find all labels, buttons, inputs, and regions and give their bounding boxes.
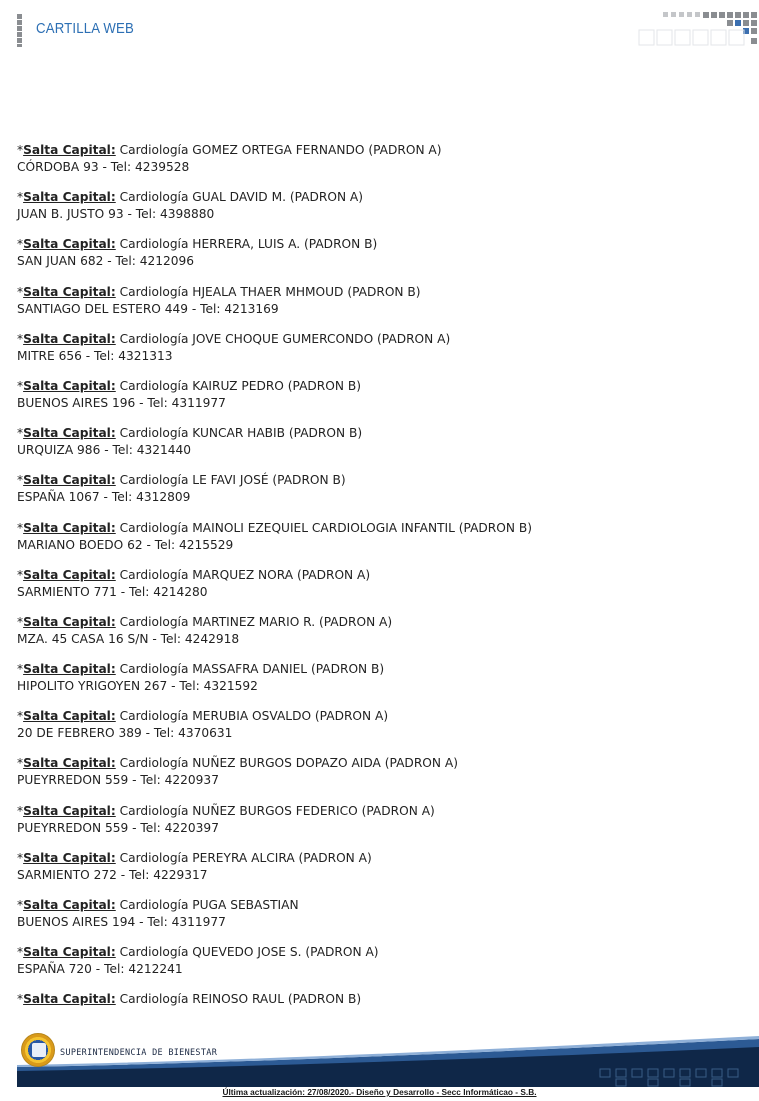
- list-item: [17, 284, 737, 331]
- entry-detail: Cardiología NUÑEZ BURGOS DOPAZO AIDA (PADRON A): [119, 756, 458, 771]
- entry-address: MARIANO BOEDO 62 - Tel: 4215529: [17, 537, 234, 552]
- entry-city: Salta Capital:: [23, 520, 116, 535]
- entry-city: Salta Capital:: [23, 709, 116, 724]
- entry-detail: Cardiología PEREYRA ALCIRA (PADRON A): [119, 850, 372, 865]
- entry-heading: [17, 472, 737, 489]
- entry-address: PUEYRREDON 559 - Tel: 4220937: [17, 773, 219, 788]
- entry-detail: Cardiología HERRERA, LUIS A. (PADRON B): [119, 237, 378, 252]
- entry-detail: Cardiología PUGA SEBASTIAN: [119, 898, 299, 912]
- entry-address: BUENOS AIRES 194 - Tel: 4311977: [17, 915, 226, 929]
- entry-heading: [17, 897, 737, 914]
- list-item: [17, 472, 737, 519]
- entry-bullet: *: [17, 662, 24, 677]
- entry-bullet: *: [17, 378, 24, 393]
- entry-bullet: *: [17, 756, 24, 771]
- entry-address: SARMIENTO 771 - Tel: 4214280: [17, 584, 208, 599]
- entry-city: Salta Capital:: [23, 756, 116, 771]
- list-item: [17, 142, 737, 189]
- entry-city: Salta Capital:: [23, 898, 116, 912]
- list-item: [17, 189, 737, 236]
- entry-detail: Cardiología JOVE CHOQUE GUMERCONDO (PADRON A): [119, 331, 451, 346]
- entry-bullet: *: [17, 614, 24, 629]
- provider-list: [17, 142, 737, 1039]
- entry-city: Salta Capital:: [23, 992, 116, 1007]
- entry-detail: Cardiología MARTINEZ MARIO R. (PADRON A): [119, 614, 393, 629]
- list-item: [17, 850, 737, 897]
- entry-heading: [17, 755, 737, 772]
- entry-heading: [17, 567, 737, 584]
- entry-heading: [17, 142, 737, 159]
- list-item: [17, 567, 737, 614]
- entry-bullet: *: [17, 331, 24, 346]
- entry-address: CÓRDOBA 93 - Tel: 4239528: [17, 160, 190, 174]
- list-item: [17, 755, 737, 802]
- entry-bullet: *: [17, 803, 24, 818]
- entry-city: Salta Capital:: [23, 237, 116, 252]
- entry-heading: [17, 614, 737, 631]
- organization-name: SUPERINTENDENCIA DE BIENESTAR: [60, 1048, 218, 1058]
- entry-heading: [17, 425, 737, 442]
- entry-bullet: *: [17, 567, 24, 582]
- list-item: [17, 614, 737, 661]
- entry-city: Salta Capital:: [23, 614, 116, 629]
- list-item: [17, 803, 737, 850]
- entry-heading: [17, 378, 737, 395]
- entry-city: Salta Capital:: [23, 331, 116, 346]
- entry-detail: Cardiología KAIRUZ PEDRO (PADRON B): [119, 378, 361, 393]
- entry-city: Salta Capital:: [23, 945, 116, 960]
- entry-address: ESPAÑA 720 - Tel: 4212241: [17, 962, 183, 977]
- entry-bullet: *: [17, 190, 24, 205]
- list-item: [17, 708, 737, 755]
- entry-detail: Cardiología LE FAVI JOSÉ (PADRON B): [119, 473, 346, 488]
- entry-address: BUENOS AIRES 196 - Tel: 4311977: [17, 395, 226, 410]
- entry-heading: [17, 850, 737, 867]
- entry-bullet: *: [17, 284, 24, 299]
- entry-detail: Cardiología MARQUEZ NORA (PADRON A): [119, 567, 371, 582]
- entry-detail: Cardiología MERUBIA OSVALDO (PADRON A): [119, 709, 389, 724]
- entry-bullet: *: [17, 945, 24, 960]
- entry-heading: [17, 236, 737, 253]
- list-item: [17, 897, 737, 944]
- entry-bullet: *: [17, 992, 24, 1007]
- entry-detail: Cardiología QUEVEDO JOSE S. (PADRON A): [119, 945, 379, 960]
- list-item: [17, 661, 737, 708]
- entry-address: MZA. 45 CASA 16 S/N - Tel: 4242918: [17, 631, 240, 646]
- entry-detail: Cardiología HJEALA THAER MHMOUD (PADRON B): [119, 284, 421, 299]
- entry-city: Salta Capital:: [23, 662, 116, 677]
- entry-address: SANTIAGO DEL ESTERO 449 - Tel: 4213169: [17, 301, 279, 316]
- entry-city: Salta Capital:: [23, 426, 116, 441]
- entry-bullet: *: [17, 237, 24, 252]
- entry-address: JUAN B. JUSTO 93 - Tel: 4398880: [17, 207, 215, 222]
- entry-bullet: *: [17, 850, 24, 865]
- entry-city: Salta Capital:: [23, 143, 116, 157]
- list-item: [17, 378, 737, 425]
- entry-heading: [17, 991, 737, 1008]
- entry-bullet: *: [17, 426, 24, 441]
- entry-detail: Cardiología MASSAFRA DANIEL (PADRON B): [119, 662, 385, 677]
- entry-detail: Cardiología REINOSO RAUL (PADRON B): [119, 992, 362, 1007]
- entry-address: HIPOLITO YRIGOYEN 267 - Tel: 4321592: [17, 679, 258, 694]
- entry-detail: Cardiología KUNCAR HABIB (PADRON B): [119, 426, 363, 441]
- page-title: CARTILLA WEB: [36, 20, 134, 37]
- entry-bullet: *: [17, 143, 24, 157]
- entry-address: SAN JUAN 682 - Tel: 4212096: [17, 254, 195, 269]
- entry-city: Salta Capital:: [23, 284, 116, 299]
- entry-detail: Cardiología NUÑEZ BURGOS FEDERICO (PADRON A): [119, 803, 435, 818]
- entry-city: Salta Capital:: [23, 473, 116, 488]
- list-item: [17, 520, 737, 567]
- entry-city: Salta Capital:: [23, 803, 116, 818]
- entry-address: URQUIZA 986 - Tel: 4321440: [17, 443, 191, 458]
- entry-heading: [17, 708, 737, 725]
- entry-bullet: *: [17, 898, 24, 912]
- last-update-note: Última actualización: 27/08/2020.- Diseño y Desarrollo - Secc Informáticao - S.B.: [222, 1087, 537, 1097]
- entry-detail: Cardiología MAINOLI EZEQUIEL CARDIOLOGIA INFANTIL (PADRON B): [119, 520, 532, 535]
- list-item: [17, 944, 737, 991]
- entry-heading: [17, 520, 737, 537]
- entry-bullet: *: [17, 520, 24, 535]
- entry-heading: [17, 803, 737, 820]
- entry-bullet: *: [17, 473, 24, 488]
- entry-heading: [17, 331, 737, 348]
- entry-city: Salta Capital:: [23, 378, 116, 393]
- entry-city: Salta Capital:: [23, 567, 116, 582]
- page-header: [0, 0, 759, 60]
- entry-detail: Cardiología GUAL DAVID M. (PADRON A): [119, 190, 364, 205]
- header-accent-bar: [17, 14, 22, 47]
- entry-address: MITRE 656 - Tel: 4321313: [17, 348, 173, 363]
- entry-heading: [17, 284, 737, 301]
- entry-address: ESPAÑA 1067 - Tel: 4312809: [17, 490, 191, 505]
- institution-seal-icon: [21, 1033, 55, 1067]
- entry-city: Salta Capital:: [23, 190, 116, 205]
- entry-address: SARMIENTO 272 - Tel: 4229317: [17, 867, 208, 882]
- entry-detail: Cardiología GOMEZ ORTEGA FERNANDO (PADRON A): [119, 143, 442, 157]
- entry-address: PUEYRREDON 559 - Tel: 4220397: [17, 820, 219, 835]
- entry-bullet: *: [17, 709, 24, 724]
- list-item: [17, 425, 737, 472]
- list-item: [17, 236, 737, 283]
- entry-address: 20 DE FEBRERO 389 - Tel: 4370631: [17, 726, 233, 741]
- entry-city: Salta Capital:: [23, 850, 116, 865]
- entry-heading: [17, 944, 737, 961]
- entry-heading: [17, 189, 737, 206]
- pixel-decoration: [635, 12, 759, 46]
- list-item: [17, 331, 737, 378]
- entry-heading: [17, 661, 737, 678]
